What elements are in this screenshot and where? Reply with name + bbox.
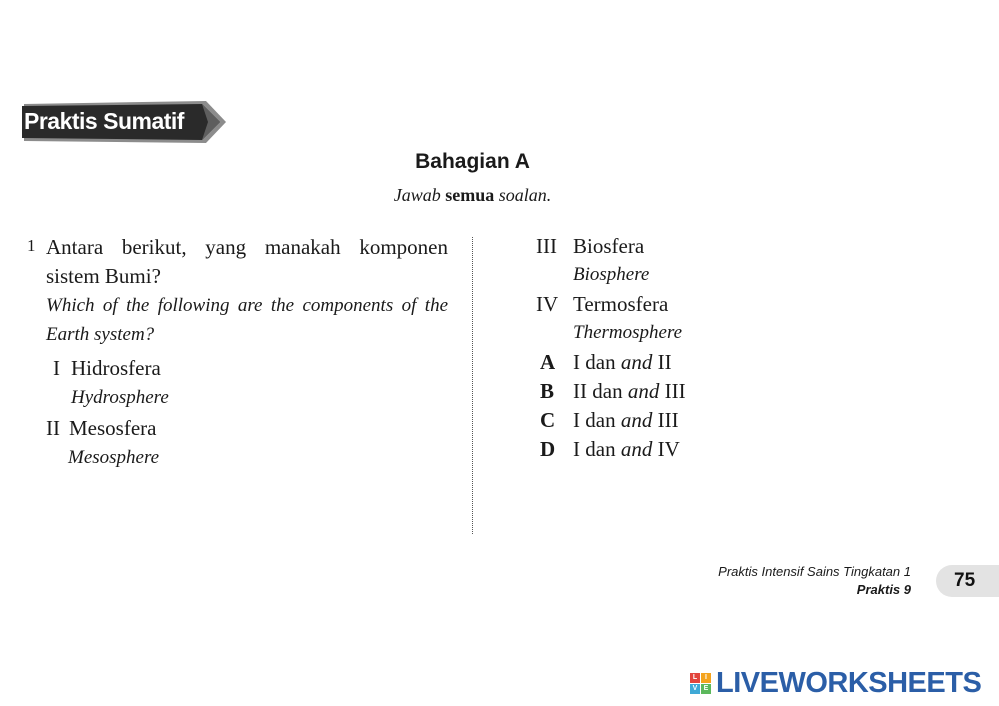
- item-numeral: III: [536, 234, 557, 258]
- column-divider: [472, 237, 473, 534]
- question-text-line2: sistem Bumi?: [46, 264, 161, 288]
- option-letter: A: [540, 350, 556, 374]
- item-label: Biosfera: [573, 234, 645, 258]
- section-title: Bahagian A: [415, 150, 530, 173]
- item-numeral: IV: [536, 292, 559, 316]
- item-translation: Mesosphere: [68, 447, 160, 468]
- question-translation-line1: Which of the following are the components of the: [46, 295, 448, 316]
- instruction-bold: semua: [445, 185, 495, 205]
- item-translation: Thermosphere: [573, 322, 683, 343]
- item-numeral: I: [53, 356, 60, 380]
- item-label: Mesosfera: [69, 416, 157, 440]
- item-label: Termosfera: [573, 292, 669, 316]
- instruction-text: [0, 185, 945, 206]
- item-numeral: II: [46, 416, 60, 440]
- question-translation-line2: Earth system?: [46, 324, 155, 345]
- banner-label: Praktis Sumatif: [24, 108, 184, 134]
- item-translation: Biosphere: [573, 264, 650, 285]
- option-text: I dan and IV: [573, 437, 680, 461]
- page-number: 75: [936, 565, 999, 597]
- book-title: Praktis Intensif Sains Tingkatan 1: [718, 564, 911, 579]
- option-text: I dan and II: [573, 350, 672, 374]
- option-letter: D: [540, 437, 556, 461]
- liveworksheets-icon: L I V E: [690, 673, 712, 695]
- option-b[interactable]: [540, 379, 686, 404]
- instruction-post: soalan.: [498, 185, 552, 205]
- liveworksheets-wordmark: LIVEWORKSHEETS: [716, 667, 982, 699]
- item-label: Hidrosfera: [71, 356, 161, 380]
- option-text: I dan and III: [573, 408, 679, 432]
- option-text: II dan and III: [573, 379, 686, 403]
- option-d[interactable]: [540, 437, 680, 462]
- item-translation: Hydrosphere: [71, 387, 169, 408]
- instruction-pre: Jawab: [393, 185, 441, 205]
- option-c[interactable]: [540, 408, 679, 433]
- practice-label: Praktis 9: [856, 582, 911, 597]
- question-text-line1: Antara berikut, yang manakah komponen: [46, 235, 448, 259]
- option-letter: C: [540, 408, 556, 432]
- question-number: 1: [27, 236, 36, 255]
- section-banner: [22, 100, 227, 144]
- option-a[interactable]: [540, 350, 672, 375]
- option-letter: B: [540, 379, 555, 403]
